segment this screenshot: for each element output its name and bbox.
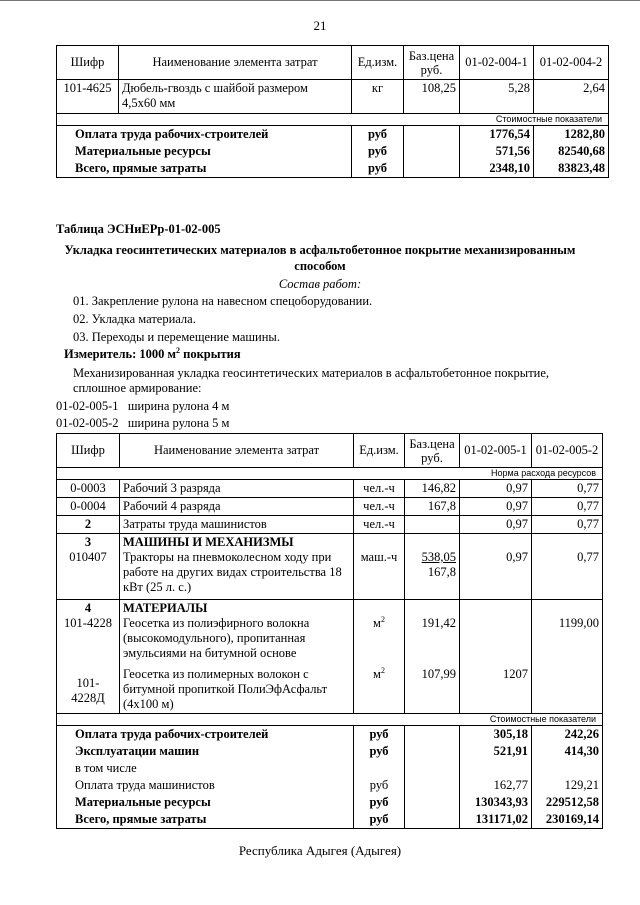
header-code: Шифр (57, 46, 119, 80)
total-empty (404, 126, 460, 144)
header-base-price-l1: Баз.цена (408, 48, 455, 63)
total-v2 (532, 760, 603, 777)
total-v1: 521,91 (460, 743, 532, 760)
table-row (57, 80, 609, 114)
row-code: 101-4228Д (71, 676, 105, 705)
row-name: Рабочий 3 разряда (120, 480, 354, 498)
row-name-l3: эмульсиями на битумной основе (123, 646, 297, 660)
total-empty (404, 143, 460, 160)
section-row (57, 534, 603, 600)
row-unit: кг (352, 80, 404, 114)
work-step: 01. Закрепление рулона на навесном спецоборудовании. (73, 294, 373, 308)
header-col2: 01-02-004-2 (534, 46, 609, 80)
total-row (57, 726, 603, 744)
total-unit: руб (354, 743, 405, 760)
header-base-price-l1: Баз.цена (409, 436, 455, 451)
row-price (405, 516, 460, 534)
row-price: 108,25 (404, 80, 460, 114)
header-col1: 01-02-004-1 (460, 46, 534, 80)
row-unit: чел.-ч (354, 516, 405, 534)
row-code: 101-4228 (64, 616, 112, 630)
row-unit-text: м (373, 667, 381, 681)
total-unit: руб (354, 794, 405, 811)
total-unit: руб (354, 726, 405, 744)
total-empty (405, 794, 460, 811)
table-row (57, 516, 603, 534)
table-row (57, 498, 603, 516)
row-unit (354, 534, 405, 600)
row-name (120, 600, 354, 714)
total-empty (405, 777, 460, 794)
total-empty (405, 811, 460, 829)
row-name-l2: работе на других видах строительства 18 (123, 565, 342, 579)
description-l1: Механизированная укладка геосинтетических материалов в асфальтобетонное покрытие, (73, 366, 550, 380)
section-code (57, 534, 120, 600)
total-v1: 2348,10 (460, 160, 534, 178)
row-v1-text: 1207 (503, 667, 528, 681)
row-price-1: 538,05 (421, 550, 456, 564)
total-v1: 162,77 (460, 777, 532, 794)
section-row (57, 600, 603, 714)
header-base-price-l2: руб. (421, 450, 443, 465)
total-unit: руб (352, 126, 404, 144)
total-unit: руб (352, 143, 404, 160)
caption-row (57, 468, 603, 480)
total-empty (405, 726, 460, 744)
description-l2: сплошное армирование: (73, 381, 202, 395)
row-unit (354, 600, 405, 714)
row-name-l3: кВт (25 л. с.) (123, 580, 192, 594)
caption-row (57, 714, 603, 726)
total-unit (354, 760, 405, 777)
section-title: МАШИНЫ И МЕХАНИЗМЫ (123, 535, 294, 549)
total-v1: 1776,54 (460, 126, 534, 144)
row-v1-text: 0,97 (506, 550, 528, 564)
table-row (57, 480, 603, 498)
row-unit-sup: 2 (380, 614, 385, 624)
table-title: Таблица ЭСНиЕРр-01-02-005 (56, 222, 221, 236)
top-border (0, 0, 640, 7)
section-title: МАТЕРИАЛЫ (123, 601, 208, 615)
total-v1: 131171,02 (460, 811, 532, 829)
work-step: 02. Укладка материала. (73, 312, 196, 326)
total-v2: 82540,68 (534, 143, 609, 160)
page-footer: Республика Адыгея (Адыгея) (238, 843, 402, 858)
row-name-l1: Дюбель-гвоздь с шайбой размером (122, 81, 308, 95)
row-v2: 0,77 (532, 480, 603, 498)
total-label: Оплата труда рабочих-строителей (57, 726, 354, 744)
cost-caption: Стоимостные показатели (57, 114, 609, 126)
total-row (57, 743, 603, 760)
total-label: Оплата труда машинистов (57, 777, 354, 794)
total-row (57, 126, 609, 144)
row-unit: чел.-ч (354, 498, 405, 516)
meter-suffix: покрытия (180, 347, 241, 361)
row-price-text: 191,42 (421, 616, 456, 630)
total-v1: 305,18 (460, 726, 532, 744)
variant-text: ширина рулона 4 м (127, 399, 230, 413)
row-v1 (460, 600, 532, 714)
total-label: Эксплуатации машин (57, 743, 354, 760)
cost-caption: Стоимостные показатели (57, 714, 603, 726)
row-v2 (532, 534, 603, 600)
row-name (119, 80, 352, 114)
section-subtitle (0, 242, 640, 274)
row-code: 0-0003 (57, 480, 120, 498)
section-subtitle-l2: способом (294, 259, 346, 273)
total-row (57, 760, 603, 777)
caption-row (57, 114, 609, 126)
row-v2: 2,64 (534, 80, 609, 114)
total-row (57, 160, 609, 178)
total-row (57, 777, 603, 794)
total-v2: 1282,80 (534, 126, 609, 144)
table-header (57, 46, 609, 80)
total-v2: 129,21 (532, 777, 603, 794)
total-row (57, 811, 603, 829)
total-empty (405, 760, 460, 777)
section-code-text: 4 (84, 601, 92, 615)
header-code: Шифр (57, 434, 120, 468)
section-code (57, 600, 120, 714)
total-v2: 83823,48 (534, 160, 609, 178)
meter-sup: 2 (176, 345, 181, 355)
header-unit: Ед.изм. (352, 46, 404, 80)
row-code: 101-4625 (57, 80, 119, 114)
row-name-l2: битумной пропиткой ПолиЭфАсфальт (123, 682, 328, 696)
row-name: Рабочий 4 разряда (120, 498, 354, 516)
total-label: в том числе (57, 760, 354, 777)
total-v2: 229512,58 (532, 794, 603, 811)
total-empty (405, 743, 460, 760)
row-code: 0-0004 (57, 498, 120, 516)
total-unit: руб (354, 811, 405, 829)
row-name-l3: (4x100 м) (123, 697, 174, 711)
meter-prefix: Измеритель: 1000 м (64, 347, 177, 361)
row-v1: 0,97 (460, 480, 532, 498)
composition-heading: Состав работ: (278, 277, 362, 291)
total-v1 (460, 760, 532, 777)
total-v2: 230169,14 (532, 811, 603, 829)
row-price: 146,82 (405, 480, 460, 498)
row-name (120, 534, 354, 600)
header-col2: 01-02-005-2 (532, 434, 603, 468)
table-01-02-004 (56, 45, 609, 178)
variant-code: 01-02-005-2 (56, 416, 119, 430)
total-label: Материальные ресурсы (57, 794, 354, 811)
header-unit: Ед.изм. (354, 434, 405, 468)
variant-text: ширина рулона 5 м (127, 416, 230, 430)
total-row (57, 143, 609, 160)
row-v1: 0,97 (460, 498, 532, 516)
row-v1: 5,28 (460, 80, 534, 114)
total-label: Всего, прямые затраты (57, 160, 352, 178)
header-col1: 01-02-005-1 (460, 434, 532, 468)
section-subtitle-l1: Укладка геосинтетических материалов в асфальтобетонное покрытие механизированным (64, 243, 576, 257)
row-v2: 0,77 (532, 516, 603, 534)
total-v1: 571,56 (460, 143, 534, 160)
row-v1: 0,97 (460, 516, 532, 534)
variant-item (56, 399, 229, 414)
row-price-text: 107,99 (421, 667, 456, 681)
total-v1: 130343,93 (460, 794, 532, 811)
header-base-price (405, 434, 460, 468)
row-code: 010407 (69, 550, 107, 564)
row-name-l2: (высокомодульного), пропитанная (123, 631, 306, 645)
variant-item (56, 416, 229, 431)
norm-caption: Норма расхода ресурсов (57, 468, 603, 480)
row-price: 167,8 (405, 498, 460, 516)
table-01-02-005 (56, 433, 603, 829)
work-step: 03. Переходы и перемещение машины. (73, 330, 280, 344)
total-unit: руб (352, 160, 404, 178)
header-base-price-l2: руб. (420, 62, 443, 77)
row-price (405, 534, 460, 600)
total-label: Всего, прямые затраты (57, 811, 354, 829)
table-header (57, 434, 603, 468)
row-v1 (460, 534, 532, 600)
total-v2: 242,26 (532, 726, 603, 744)
row-code: 2 (57, 516, 120, 534)
row-unit-sup: 2 (380, 665, 385, 675)
header-name: Наименование элемента затрат (120, 434, 354, 468)
row-v2-text: 0,77 (577, 550, 599, 564)
row-unit-text: м (373, 616, 381, 630)
page-number: 21 (313, 18, 327, 33)
row-unit-text: маш.-ч (360, 550, 398, 564)
variant-code: 01-02-005-1 (56, 399, 119, 413)
row-name-l1: Геосетка из полиэфирного волокна (123, 616, 310, 630)
row-name-l2: 4,5x60 мм (122, 96, 176, 110)
total-v2: 414,30 (532, 743, 603, 760)
header-name: Наименование элемента затрат (119, 46, 352, 80)
total-unit: руб (354, 777, 405, 794)
row-name-l1: Геосетка из полимерных волокон с (123, 667, 309, 681)
header-base-price (404, 46, 460, 80)
row-price (405, 600, 460, 714)
total-empty (404, 160, 460, 178)
row-price-2: 167,8 (427, 565, 456, 579)
row-name-l1: Тракторы на пневмоколесном ходу при (123, 550, 332, 564)
row-v2-text: 1199,00 (558, 616, 599, 630)
meter-line (64, 347, 241, 362)
total-label: Оплата труда рабочих-строителей (57, 126, 352, 144)
row-v2 (532, 600, 603, 714)
total-label: Материальные ресурсы (57, 143, 352, 160)
section-code-text: 3 (84, 535, 92, 549)
row-unit: чел.-ч (354, 480, 405, 498)
row-v2: 0,77 (532, 498, 603, 516)
row-name: Затраты труда машинистов (120, 516, 354, 534)
total-row (57, 794, 603, 811)
